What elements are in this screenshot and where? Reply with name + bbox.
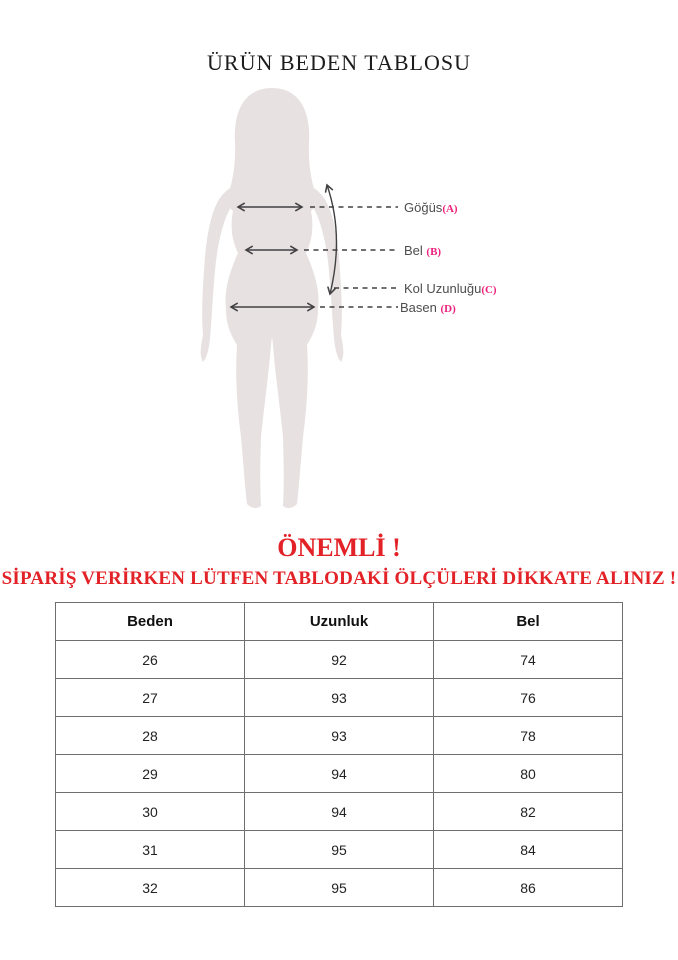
table-cell: 30: [56, 793, 245, 831]
table-cell: 28: [56, 717, 245, 755]
size-table-header: [56, 603, 623, 641]
table-cell: 74: [434, 641, 623, 679]
leader-lines: [304, 207, 398, 307]
column-header-bel: Bel: [434, 603, 623, 641]
table-cell: 32: [56, 869, 245, 907]
table-cell: 95: [245, 869, 434, 907]
table-cell: 78: [434, 717, 623, 755]
table-cell: 84: [434, 831, 623, 869]
column-header-beden: Beden: [56, 603, 245, 641]
size-table-body: [56, 641, 623, 907]
chest-label-text: Göğüs: [404, 200, 443, 215]
important-subheading: SİPARİŞ VERİRKEN LÜTFEN TABLODAKİ ÖLÇÜLERİ DİKKATE ALINIZ !: [1, 568, 677, 589]
table-row: [56, 831, 623, 869]
table-cell: 26: [56, 641, 245, 679]
important-heading: ÖNEMLİ !: [277, 533, 401, 562]
waist-label-letter: (B): [426, 246, 442, 258]
measurement-label-hip: [400, 300, 456, 317]
size-table: [55, 602, 623, 907]
arm-length-label-letter: (C): [481, 284, 497, 296]
table-row: [56, 641, 623, 679]
table-cell: 31: [56, 831, 245, 869]
table-cell: 80: [434, 755, 623, 793]
body-silhouette: [201, 88, 344, 508]
table-cell: 95: [245, 831, 434, 869]
table-row: [56, 717, 623, 755]
table-cell: 92: [245, 641, 434, 679]
page-title: ÜRÜN BEDEN TABLOSU: [207, 50, 471, 75]
column-header-uzunluk: Uzunluk: [245, 603, 434, 641]
hip-label-letter: (D): [440, 303, 456, 315]
table-row: [56, 679, 623, 717]
table-row: [56, 793, 623, 831]
table-row: [56, 869, 623, 907]
table-cell: 94: [245, 755, 434, 793]
table-cell: 94: [245, 793, 434, 831]
body-measurement-diagram: [180, 85, 400, 520]
waist-label-text: Bel: [404, 243, 427, 258]
hip-label-text: Basen: [400, 300, 441, 315]
table-row: [56, 755, 623, 793]
chest-label-letter: (A): [442, 203, 458, 215]
measurement-label-arm-length: [404, 281, 497, 298]
table-cell: 93: [245, 679, 434, 717]
table-cell: 86: [434, 869, 623, 907]
measurement-label-waist: [404, 243, 441, 260]
table-header-row: [56, 603, 623, 641]
table-cell: 29: [56, 755, 245, 793]
table-cell: 82: [434, 793, 623, 831]
table-cell: 27: [56, 679, 245, 717]
table-cell: 93: [245, 717, 434, 755]
table-cell: 76: [434, 679, 623, 717]
measurement-label-chest: [404, 200, 458, 217]
arm-length-label-text: Kol Uzunluğu: [404, 281, 482, 296]
